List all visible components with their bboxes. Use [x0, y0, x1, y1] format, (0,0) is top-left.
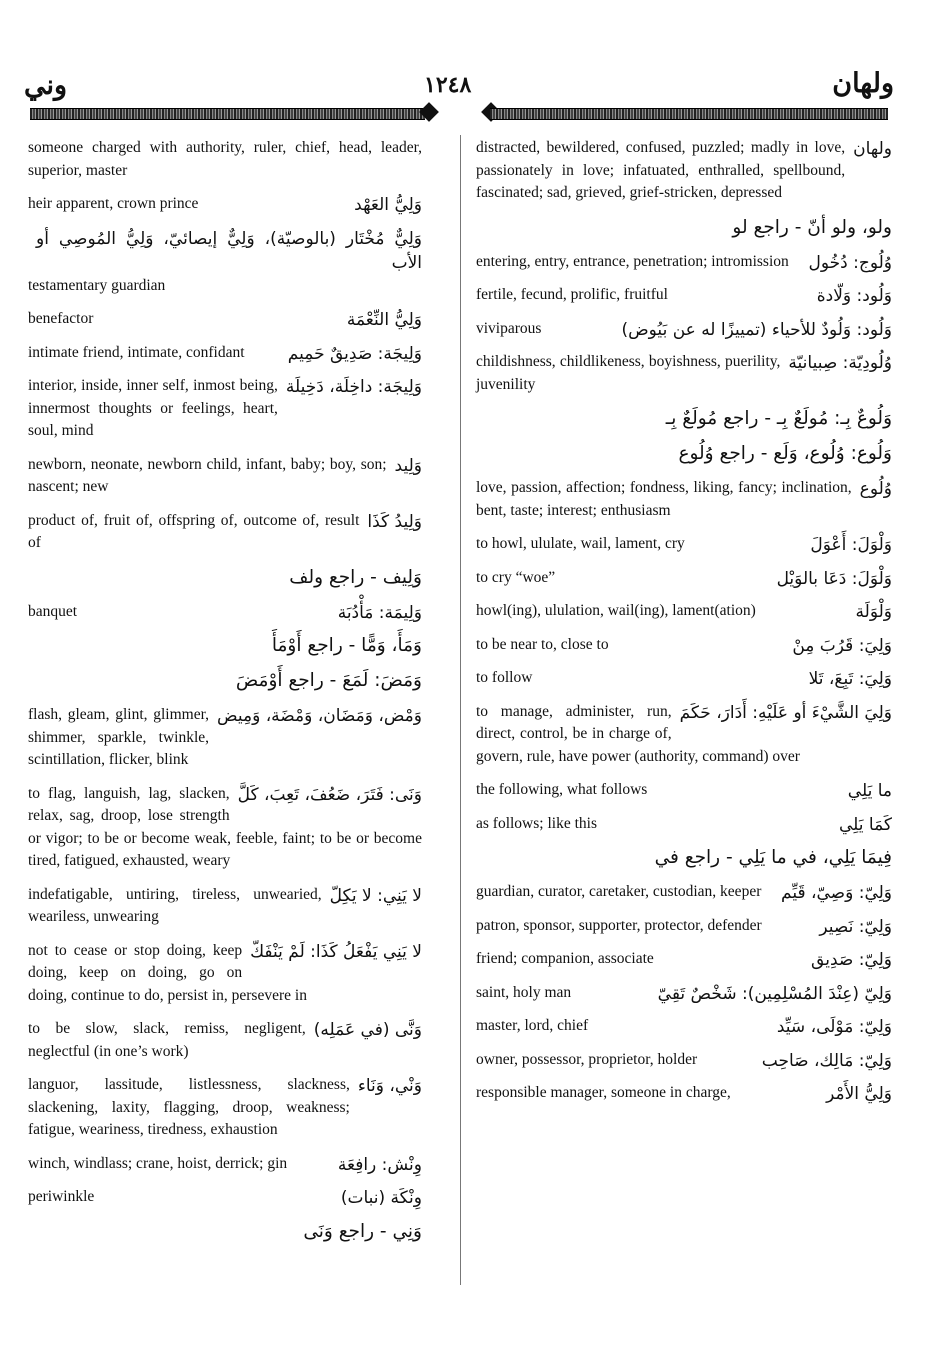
arabic-headword: ولو، ولو أنّ - راجع لو: [732, 216, 892, 238]
english-definition: to be slow, slack, remiss, negligent, neglectful (in one’s work): [28, 1020, 306, 1060]
english-definition: friend; companion, associate: [476, 950, 654, 967]
right-guide-word: ولهان: [832, 68, 894, 98]
arabic-headword: وَلِيف - راجع ولف: [289, 566, 422, 588]
dictionary-entry: [28, 704, 422, 772]
arabic-headword: وَلُوع: وُلُوع، وَلَع - راجع وُلُوع: [678, 443, 892, 464]
dictionary-entry: [476, 407, 892, 431]
arabic-headword: وَلْوَلَ: دَعَا بالوَيْل: [776, 568, 892, 589]
dictionary-entry: [28, 308, 422, 331]
arabic-headword: فِيمَا يَلِي، في ما يَلِي - راجع في: [654, 847, 892, 868]
dictionary-entry: [28, 940, 422, 1008]
dictionary-entry: [476, 1082, 892, 1105]
arabic-headword: وِنْكَة (نبات): [340, 1188, 422, 1208]
english-definition: banquet: [28, 602, 78, 620]
english-definition: periwinkle: [28, 1188, 95, 1205]
dictionary-entry: [28, 227, 422, 298]
english-definition: intimate friend, intimate, confidant: [28, 343, 245, 361]
arabic-headword: وَلِيُّ الأَمْر: [826, 1084, 892, 1104]
arabic-headword: وَمَضَ: لَمَعَ - راجع أَوْمَضَ: [235, 670, 422, 691]
arabic-headword: وَلِيَ الشَّيْءَ أو عَلَيْهِ: أَدَارَ، حَكَمَ: [679, 702, 892, 723]
arabic-headword: وَلِيَ: قَرُبَ مِنْ: [792, 635, 892, 656]
dictionary-entry: [476, 1015, 892, 1038]
dictionary-entry: [476, 216, 892, 240]
dictionary-entry: [476, 318, 892, 341]
page-number: ١٢٤٨: [424, 72, 472, 97]
left-guide-word: وني: [24, 70, 68, 100]
column-divider: [460, 135, 461, 1285]
ornamental-rule-left: [30, 108, 425, 120]
arabic-headword: وَلِيدُ كَذَا: [367, 511, 422, 532]
dictionary-entry: [28, 884, 422, 929]
arabic-headword: وَلِيُّ العَهْد: [354, 195, 422, 215]
arabic-headword: وَلُود: وَلّادة: [816, 286, 892, 306]
arabic-headword: وَلُوعٌ بِـ: مُولَعٌ بِـ - راجع مُولَعٌ بِـ: [665, 408, 892, 429]
arabic-headword: وَلِيَ: تَبِعَ، تَلا: [808, 669, 892, 689]
english-definition: to follow: [476, 669, 533, 686]
english-definition: to howl, ululate, wail, lament, cry: [476, 535, 685, 552]
english-definition: entering, entry, entrance, penetration; intromission: [476, 252, 789, 270]
dictionary-entry: [476, 1049, 892, 1072]
dictionary-entry: [476, 251, 892, 274]
dictionary-entry: [476, 779, 892, 802]
dictionary-entry: [476, 982, 892, 1005]
arabic-headword: وَلِيّ: وَصِيّ، قَيِّم: [781, 883, 892, 903]
dictionary-entry: [476, 351, 892, 396]
dictionary-entry: [28, 510, 422, 555]
arabic-headword: وَلْوَلَ: أَعْوَلَ: [810, 535, 892, 555]
dictionary-entry: [28, 1018, 422, 1063]
arabic-headword: لا يَنِي: لا يَكِلّ: [329, 885, 422, 906]
english-definition: interior, inside, inner self, inmost being, innermost thoughts or feelings, heart, soul, mind: [28, 377, 278, 439]
dictionary-entry: [476, 846, 892, 870]
english-definition: to be near to, close to: [476, 635, 609, 653]
english-definition: indefatigable, untiring, tireless, unwearied, weariless, unwearing: [28, 885, 322, 925]
dictionary-entry: [28, 1186, 422, 1209]
english-definition: howl(ing), ululation, wail(ing), lament(ation): [476, 602, 756, 619]
dictionary-entry: [476, 567, 892, 590]
dictionary-entry: [28, 454, 422, 499]
arabic-headword: وَلْوَلَة: [855, 602, 892, 622]
page-header: [0, 58, 938, 128]
english-definition: languor, lassitude, listlessness, slackness, slackening, laxity, flagging, droop, weakness; fatigue, weariness, tiredness, exhaustion: [28, 1076, 350, 1138]
english-definition: testamentary guardian: [28, 276, 166, 294]
dictionary-entry: [476, 701, 892, 769]
dictionary-entry: [476, 948, 892, 971]
arabic-headword: وُلُودِيّة: صِبيانيّة: [788, 353, 892, 373]
english-definition: to manage, administer, run, direct, control, be in charge of, govern, rule, have power (authority, command) over: [476, 702, 800, 765]
arabic-headword: وُلُوع: [859, 479, 892, 499]
arabic-headword: وَلُود: وَلُودٌ للأحياء (تمييزًا له عن بَيُوض): [621, 319, 892, 340]
arabic-headword: وَلِيجَة: صَدِيقٌ حَمِيم: [287, 343, 422, 364]
arabic-headword: وَمْض، وَمَضَان، وَمْضَة، وَمِيض: [217, 706, 422, 726]
dictionary-entry: [28, 601, 422, 624]
arabic-headword: وَنْي، وَنَاء: [357, 1076, 422, 1096]
arabic-headword: وَنَّى (في عَمَلِه): [313, 1020, 422, 1040]
dictionary-entry: [476, 477, 892, 522]
arabic-headword: لا يَنِي يَفْعَلُ كَذَا: لَمْ يَنْفَكّ: [250, 941, 422, 962]
left-column: [28, 137, 422, 1255]
english-definition: someone charged with authority, ruler, chief, head, leader, superior, master: [28, 139, 422, 179]
arabic-headword: وَلِيّ: مَوْلَى، سَيِّد: [776, 1017, 892, 1037]
dictionary-entry: [476, 284, 892, 307]
english-definition: to cry “woe”: [476, 568, 556, 586]
english-definition: viviparous: [476, 319, 542, 337]
english-definition: benefactor: [28, 310, 94, 327]
arabic-headword: وَلِيّ: صَدِيق: [811, 950, 892, 970]
dictionary-entry: [28, 1153, 422, 1176]
english-definition: responsible manager, someone in charge,: [476, 1084, 731, 1101]
english-definition: flash, gleam, glint, glimmer, shimmer, sparkle, twinkle, scintillation, flicker, blink: [28, 706, 210, 768]
english-definition: to flag, languish, lag, slacken, relax, sag, droop, lose strength or vigor; to be or become weak, feeble, faint; to be or become tired, fatigued, exhausted, weary: [28, 784, 422, 869]
arabic-headword: وَلِيٌّ مُخْتَار (بالوصيّة)، وَلِيٌّ إيصائيّ، وَلِيُّ المُوصِي أو الأب: [36, 228, 422, 273]
dictionary-entry: [28, 566, 422, 590]
dictionary-entry: [476, 813, 892, 836]
english-definition: owner, possessor, proprietor, holder: [476, 1050, 698, 1068]
arabic-headword: وِنْش: رافِعَة: [337, 1154, 422, 1175]
arabic-headword: وَلِيّ: مَالِك، صَاحِب: [761, 1050, 892, 1071]
english-definition: distracted, bewildered, confused, puzzled; madly in love, passionately in love; infatuated, enthralled, spellbound, fascinated; sad, grieved, grief-stricken, depressed: [476, 139, 846, 201]
arabic-headword: وَنَى: فَتَرَ، ضَعُفَ، تَعِبَ، كَلَّ: [237, 784, 422, 805]
arabic-headword: وَلِيّ: نَصِير: [819, 916, 892, 937]
english-definition: childishness, childlikeness, boyishness, puerility, juvenility: [476, 353, 781, 393]
dictionary-entry: [476, 634, 892, 657]
ornamental-rule-right: [490, 108, 888, 120]
arabic-headword: وَنِي - راجع وَنَى: [303, 1220, 422, 1242]
arabic-headword: وَمَأَ، وَمًّا - راجع أَوْمَأَ: [271, 635, 422, 656]
english-definition: newborn, neonate, newborn child, infant, baby; boy, son; nascent; new: [28, 455, 387, 495]
dictionary-entry: [476, 533, 892, 556]
dictionary-entry: [28, 634, 422, 658]
english-definition: guardian, curator, caretaker, custodian, keeper: [476, 883, 762, 900]
dictionary-entry: [476, 667, 892, 690]
dictionary-entry: [28, 1220, 422, 1244]
arabic-headword: وَلِيّ (عِنْدَ المُسْلِمِين): شَخْصٌ تَقِيّ: [657, 983, 892, 1004]
english-definition: as follows; like this: [476, 814, 597, 832]
dictionary-entry: [28, 1074, 422, 1142]
arabic-headword: ما يَلِي: [847, 781, 892, 801]
english-definition: the following, what follows: [476, 781, 648, 798]
dictionary-entry: [28, 669, 422, 693]
dictionary-entry: [476, 600, 892, 623]
dictionary-entry: [28, 137, 422, 182]
english-definition: fertile, fecund, prolific, fruitful: [476, 286, 668, 303]
dictionary-entry: [28, 193, 422, 216]
arabic-headword: وَلِيد: [394, 455, 422, 476]
arabic-headword: وَلِيُّ النِّعْمَة: [346, 310, 422, 330]
english-definition: heir apparent, crown prince: [28, 195, 199, 212]
arabic-headword: وَلِيمَة: مَأْدُبَة: [337, 602, 422, 623]
english-definition: product of, fruit of, offspring of, outcome of, result of: [28, 511, 360, 551]
dictionary-entry: [476, 915, 892, 938]
arabic-headword: وُلُوج: دُخُول: [808, 252, 892, 273]
english-definition: love, passion, affection; fondness, liking, fancy; inclination, bent, taste; interest; enthusiasm: [476, 479, 852, 519]
english-definition: winch, windlass; crane, hoist, derrick; gin: [28, 1154, 288, 1172]
english-definition: master, lord, chief: [476, 1017, 589, 1034]
dictionary-entry: [476, 137, 892, 205]
dictionary-entry: [28, 375, 422, 443]
arabic-headword: ولهان: [853, 139, 892, 159]
english-definition: saint, holy man: [476, 983, 572, 1001]
english-definition: not to cease or stop doing, keep doing, keep on doing, go on doing, continue to do, persist in, persevere in: [28, 941, 307, 1004]
arabic-headword: وَلِيجَة: داخِلَة، دَخِيلَة: [285, 377, 422, 397]
dictionary-entry: [476, 881, 892, 904]
dictionary-entry: [28, 342, 422, 365]
dictionary-entry: [476, 442, 892, 466]
arabic-headword: كَمَا يَلِي: [838, 814, 892, 835]
right-column: [476, 137, 892, 1116]
dictionary-entry: [28, 783, 422, 873]
english-definition: patron, sponsor, supporter, protector, defender: [476, 916, 762, 934]
